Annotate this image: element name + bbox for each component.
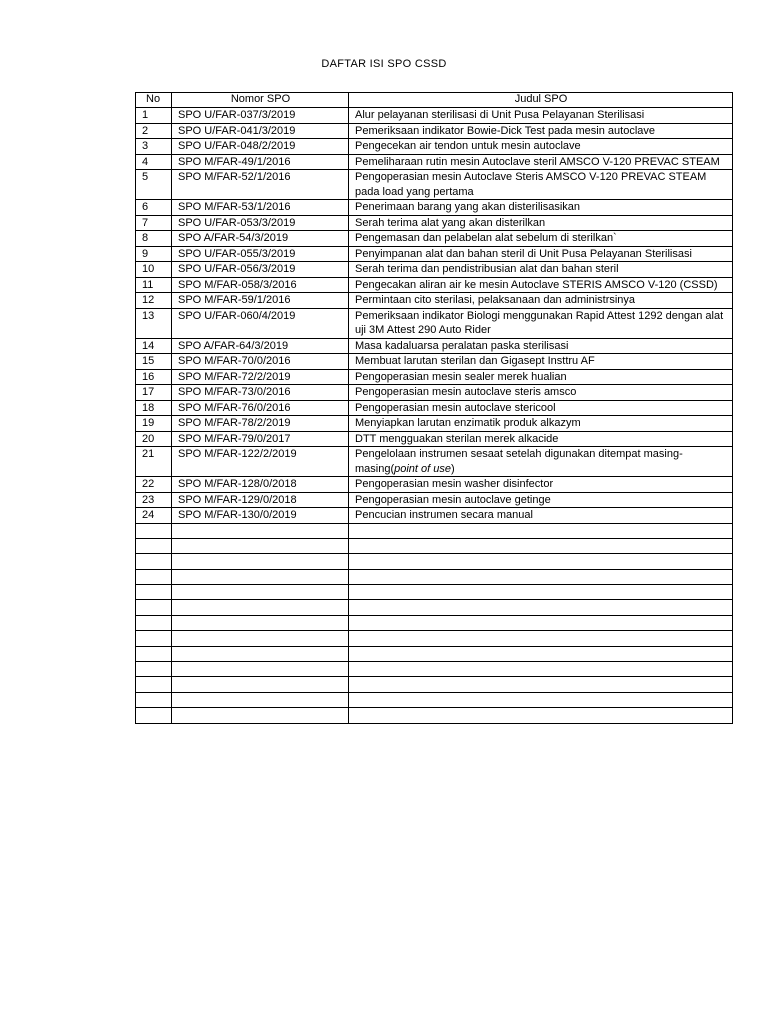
cell-judul-spo: Pengemasan dan pelabelan alat sebelum di sterilkan`: [349, 231, 733, 247]
cell-judul-spo: [349, 615, 733, 630]
cell-judul-spo: DTT mengguakan sterilan merek alkacide: [349, 431, 733, 447]
table-body: [136, 108, 733, 724]
table-row: [136, 508, 733, 524]
cell-judul-spo: [349, 677, 733, 692]
table-row: [136, 369, 733, 385]
empty-table-row: [136, 523, 733, 538]
cell-judul-spo: [349, 662, 733, 677]
table-row: [136, 338, 733, 354]
cell-nomor-spo: SPO A/FAR-54/3/2019: [172, 231, 349, 247]
cell-no: 20: [136, 431, 172, 447]
cell-nomor-spo: SPO U/FAR-055/3/2019: [172, 246, 349, 262]
table-row: [136, 354, 733, 370]
cell-no: 17: [136, 385, 172, 401]
table-row: [136, 246, 733, 262]
cell-nomor-spo: SPO U/FAR-041/3/2019: [172, 123, 349, 139]
cell-no: 11: [136, 277, 172, 293]
cell-nomor-spo: [172, 662, 349, 677]
cell-no: 7: [136, 215, 172, 231]
cell-judul-spo: [349, 692, 733, 707]
header-no: No: [136, 93, 172, 108]
cell-judul-spo: Serah terima alat yang akan disterilkan: [349, 215, 733, 231]
cell-nomor-spo: [172, 692, 349, 707]
cell-nomor-spo: SPO M/FAR-78/2/2019: [172, 416, 349, 432]
cell-judul-spo: [349, 523, 733, 538]
cell-no: [136, 708, 172, 723]
cell-no: 1: [136, 108, 172, 124]
cell-nomor-spo: [172, 615, 349, 630]
cell-no: 16: [136, 369, 172, 385]
cell-nomor-spo: [172, 708, 349, 723]
cell-nomor-spo: SPO M/FAR-53/1/2016: [172, 200, 349, 216]
cell-judul-spo: Pengoperasian mesin autoclave getinge: [349, 492, 733, 508]
cell-judul-spo: [349, 569, 733, 584]
cell-no: [136, 677, 172, 692]
cell-nomor-spo: SPO M/FAR-59/1/2016: [172, 293, 349, 309]
table-row: [136, 108, 733, 124]
cell-no: 14: [136, 338, 172, 354]
cell-judul-spo: Pengoperasian mesin washer disinfector: [349, 477, 733, 493]
cell-nomor-spo: SPO M/FAR-122/2/2019: [172, 447, 349, 477]
table-row: [136, 308, 733, 338]
cell-nomor-spo: SPO A/FAR-64/3/2019: [172, 338, 349, 354]
table-row: [136, 400, 733, 416]
cell-nomor-spo: [172, 600, 349, 615]
cell-judul-spo: [349, 554, 733, 569]
cell-judul-spo: Permintaan cito sterilasi, pelaksanaan dan administrsinya: [349, 293, 733, 309]
empty-table-row: [136, 677, 733, 692]
cell-no: 9: [136, 246, 172, 262]
empty-table-row: [136, 708, 733, 723]
cell-nomor-spo: [172, 646, 349, 661]
cell-nomor-spo: SPO M/FAR-72/2/2019: [172, 369, 349, 385]
table-row: [136, 139, 733, 155]
cell-judul-spo: [349, 646, 733, 661]
cell-nomor-spo: [172, 554, 349, 569]
cell-no: [136, 646, 172, 661]
cell-no: [136, 523, 172, 538]
cell-no: [136, 538, 172, 553]
empty-table-row: [136, 569, 733, 584]
cell-no: 5: [136, 170, 172, 200]
cell-no: [136, 585, 172, 600]
spo-table: [135, 92, 733, 724]
cell-nomor-spo: [172, 523, 349, 538]
cell-no: [136, 692, 172, 707]
cell-nomor-spo: SPO M/FAR-128/0/2018: [172, 477, 349, 493]
cell-no: 24: [136, 508, 172, 524]
cell-judul-spo: [349, 631, 733, 646]
cell-nomor-spo: SPO M/FAR-129/0/2018: [172, 492, 349, 508]
header-judul-spo: Judul SPO: [349, 93, 733, 108]
cell-no: [136, 662, 172, 677]
cell-nomor-spo: SPO M/FAR-058/3/2016: [172, 277, 349, 293]
cell-judul-spo: Pemeriksaan indikator Bowie-Dick Test pada mesin autoclave: [349, 123, 733, 139]
cell-nomor-spo: SPO U/FAR-060/4/2019: [172, 308, 349, 338]
cell-judul-spo: Pengoperasian mesin sealer merek hualian: [349, 369, 733, 385]
cell-no: 2: [136, 123, 172, 139]
cell-nomor-spo: [172, 677, 349, 692]
cell-nomor-spo: [172, 538, 349, 553]
cell-nomor-spo: SPO U/FAR-053/3/2019: [172, 215, 349, 231]
cell-nomor-spo: SPO U/FAR-037/3/2019: [172, 108, 349, 124]
cell-nomor-spo: SPO M/FAR-130/0/2019: [172, 508, 349, 524]
cell-no: [136, 615, 172, 630]
table-header-row: [136, 93, 733, 108]
cell-judul-spo: Alur pelayanan sterilisasi di Unit Pusa Pelayanan Sterilisasi: [349, 108, 733, 124]
cell-nomor-spo: SPO M/FAR-73/0/2016: [172, 385, 349, 401]
cell-no: [136, 631, 172, 646]
cell-no: [136, 600, 172, 615]
cell-no: [136, 569, 172, 584]
table-row: [136, 277, 733, 293]
empty-table-row: [136, 646, 733, 661]
empty-table-row: [136, 631, 733, 646]
cell-nomor-spo: [172, 569, 349, 584]
cell-judul-spo: Menyiapkan larutan enzimatik produk alkazym: [349, 416, 733, 432]
cell-no: 13: [136, 308, 172, 338]
table-row: [136, 492, 733, 508]
table-row: [136, 170, 733, 200]
cell-no: 15: [136, 354, 172, 370]
table-row: [136, 154, 733, 170]
cell-no: 21: [136, 447, 172, 477]
cell-no: 4: [136, 154, 172, 170]
cell-nomor-spo: [172, 631, 349, 646]
cell-judul-spo: Masa kadaluarsa peralatan paska sterilisasi: [349, 338, 733, 354]
cell-nomor-spo: SPO M/FAR-76/0/2016: [172, 400, 349, 416]
cell-nomor-spo: SPO U/FAR-056/3/2019: [172, 262, 349, 278]
table-row: [136, 447, 733, 477]
cell-nomor-spo: SPO U/FAR-048/2/2019: [172, 139, 349, 155]
cell-judul-spo: Pengoperasian mesin Autoclave Steris AMSCO V-120 PREVAC STEAM pada load yang pertama: [349, 170, 733, 200]
cell-judul-spo: Serah terima dan pendistribusian alat dan bahan steril: [349, 262, 733, 278]
table-row: [136, 231, 733, 247]
cell-judul-spo: Pengecekan air tendon untuk mesin autoclave: [349, 139, 733, 155]
judul-italic-text: point of use: [394, 462, 451, 475]
cell-judul-spo: Pencucian instrumen secara manual: [349, 508, 733, 524]
judul-text: Pengelolaan instrumen sesaat setelah digunakan ditempat masing-masing(: [355, 448, 683, 475]
cell-no: 23: [136, 492, 172, 508]
cell-no: 6: [136, 200, 172, 216]
cell-judul-spo: [349, 585, 733, 600]
cell-judul-spo: [349, 708, 733, 723]
cell-judul-spo: Pemeliharaan rutin mesin Autoclave steril AMSCO V-120 PREVAC STEAM: [349, 154, 733, 170]
table-row: [136, 293, 733, 309]
empty-table-row: [136, 554, 733, 569]
table-row: [136, 200, 733, 216]
cell-nomor-spo: SPO M/FAR-49/1/2016: [172, 154, 349, 170]
cell-judul-spo: Pengoperasian mesin autoclave steris amsco: [349, 385, 733, 401]
cell-judul-spo: [349, 447, 733, 477]
table-row: [136, 123, 733, 139]
table-row: [136, 215, 733, 231]
cell-no: 10: [136, 262, 172, 278]
empty-table-row: [136, 585, 733, 600]
empty-table-row: [136, 538, 733, 553]
cell-judul-spo: [349, 600, 733, 615]
cell-no: 19: [136, 416, 172, 432]
document-title-text: DAFTAR ISI SPO CSSD: [321, 58, 447, 70]
cell-nomor-spo: [172, 585, 349, 600]
cell-no: 12: [136, 293, 172, 309]
table-row: [136, 416, 733, 432]
cell-judul-spo: Pemeriksaan indikator Biologi menggunakan Rapid Attest 1292 dengan alat uji 3M Attest 290 Auto Rider: [349, 308, 733, 338]
cell-nomor-spo: SPO M/FAR-70/0/2016: [172, 354, 349, 370]
empty-table-row: [136, 692, 733, 707]
table-row: [136, 385, 733, 401]
header-nomor-spo: Nomor SPO: [172, 93, 349, 108]
cell-judul-spo: Pengoperasian mesin autoclave stericool: [349, 400, 733, 416]
cell-no: 18: [136, 400, 172, 416]
cell-no: [136, 554, 172, 569]
table-row: [136, 477, 733, 493]
cell-nomor-spo: SPO M/FAR-79/0/2017: [172, 431, 349, 447]
cell-judul-spo: Penyimpanan alat dan bahan steril di Unit Pusa Pelayanan Sterilisasi: [349, 246, 733, 262]
cell-judul-spo: Penerimaan barang yang akan disterilisasikan: [349, 200, 733, 216]
cell-no: 8: [136, 231, 172, 247]
document-title: [0, 58, 768, 70]
empty-table-row: [136, 615, 733, 630]
cell-no: 22: [136, 477, 172, 493]
judul-suffix-text: ): [451, 462, 455, 475]
cell-no: 3: [136, 139, 172, 155]
table-row: [136, 262, 733, 278]
cell-judul-spo: [349, 538, 733, 553]
empty-table-row: [136, 662, 733, 677]
cell-nomor-spo: SPO M/FAR-52/1/2016: [172, 170, 349, 200]
table-row: [136, 431, 733, 447]
cell-judul-spo: Pengecakan aliran air ke mesin Autoclave STERIS AMSCO V-120 (CSSD): [349, 277, 733, 293]
empty-table-row: [136, 600, 733, 615]
cell-judul-spo: Membuat larutan sterilan dan Gigasept Insttru AF: [349, 354, 733, 370]
